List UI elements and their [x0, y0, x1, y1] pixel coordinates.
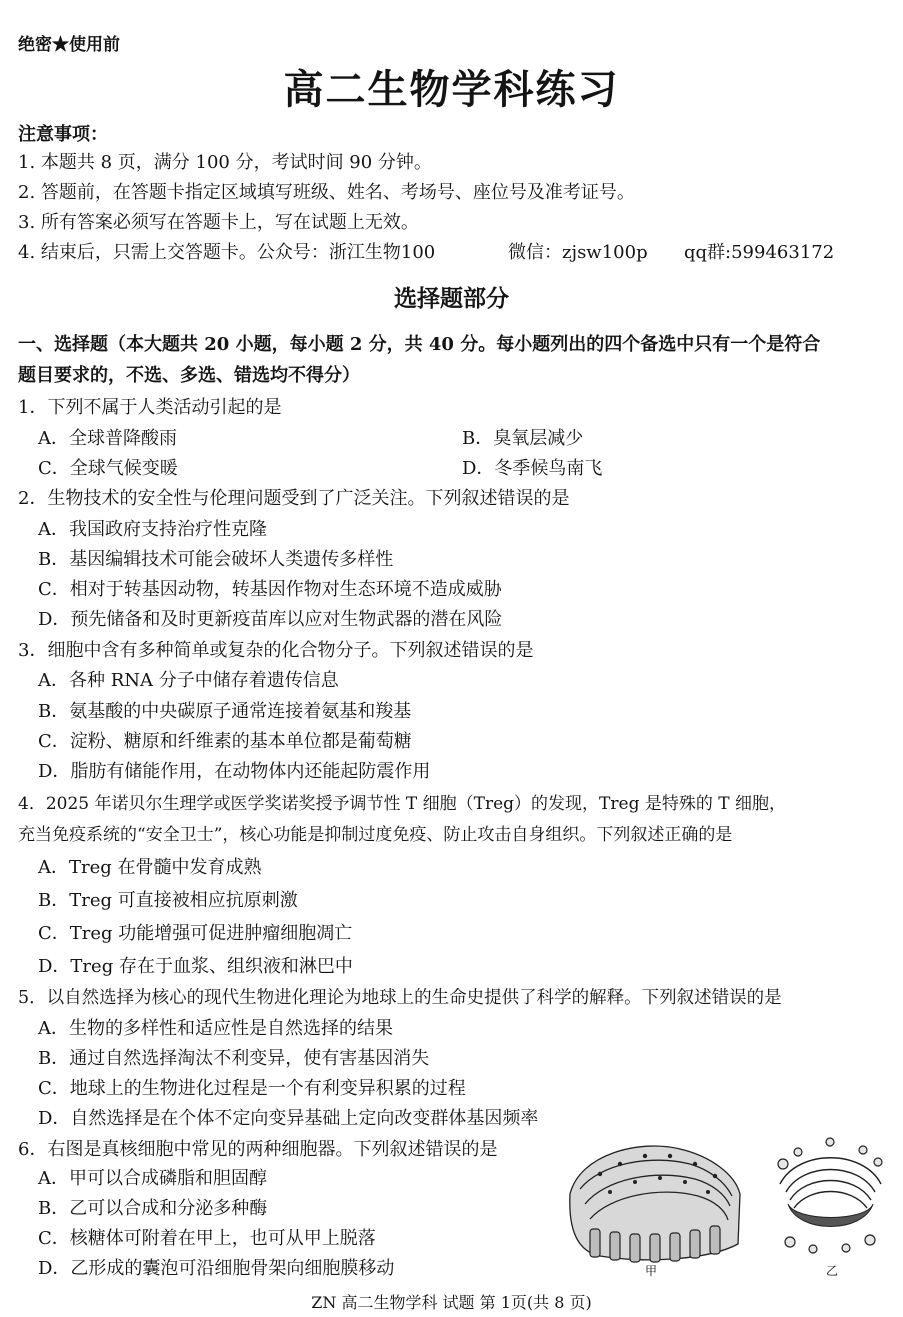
question-2-option-d: D．预先储备和及时更新疫苗库以应对生物武器的潜在风险: [38, 609, 503, 630]
section-title: 选择题部分: [394, 285, 509, 312]
question-1-option-a: A．全球普降酸雨: [38, 428, 177, 449]
question-3-option-b: B．氨基酸的中央碳原子通常连接着氨基和羧基: [38, 701, 412, 722]
notice-item-4: 4. 结束后，只需上交答题卡。公众号：浙江生物100: [18, 242, 436, 263]
question-6-option-c: C．核糖体可附着在甲上，也可从甲上脱落: [38, 1228, 376, 1249]
page-footer: ZN 高二生物学科 试题 第 1页(共 8 页): [311, 1293, 592, 1312]
golgi-figure: [768, 1134, 893, 1269]
question-4-option-b: B．Treg 可直接被相应抗原刺激: [38, 890, 298, 911]
question-4-stem-line2: 充当免疫系统的“安全卫士”，核心功能是抑制过度免疫、防止攻击自身组织。下列叙述正确的是: [18, 825, 733, 845]
page-title: 高二生物学科练习: [283, 66, 620, 113]
question-4-option-a: A．Treg 在骨髓中发育成熟: [38, 857, 262, 878]
question-1-option-c: C．全球气候变暖: [38, 458, 178, 479]
question-1-option-b: B．臭氧层减少: [462, 428, 584, 449]
question-3-option-c: C．淀粉、糖原和纤维素的基本单位都是葡萄糖: [38, 731, 412, 752]
question-3-option-a: A．各种 RNA 分子中储存着遗传信息: [38, 670, 339, 691]
question-1-stem: 1．下列不属于人类活动引起的是: [18, 397, 282, 418]
notice-item-1: 1. 本题共 8 页，满分 100 分，考试时间 90 分钟。: [18, 152, 432, 173]
question-5-stem: 5．以自然选择为核心的现代生物进化理论为地球上的生命史提供了科学的解释。下列叙述错误的是: [18, 988, 782, 1008]
question-5-option-c: C．地球上的生物进化过程是一个有利变异积累的过程: [38, 1078, 466, 1099]
question-2-option-a: A．我国政府支持治疗性克隆: [38, 519, 267, 540]
figure-label-jia: 甲: [645, 1264, 658, 1278]
question-4-option-d: D．Treg 存在于血浆、组织液和淋巴中: [38, 956, 353, 977]
secret-label: 绝密★使用前: [18, 35, 120, 55]
question-2-option-c: C．相对于转基因动物，转基因作物对生态环境不造成威胁: [38, 579, 502, 600]
figure-label-yi: 乙: [826, 1264, 839, 1278]
question-5-option-d: D．自然选择是在个体不定向变异基础上定向改变群体基因频率: [38, 1108, 539, 1129]
question-6-option-a: A．甲可以合成磷脂和胆固醇: [38, 1168, 267, 1189]
question-4-stem-line1: 4．2025 年诺贝尔生理学或医学奖诺奖授予调节性 T 细胞（Treg）的发现，Treg 是特殊的 T 细胞，: [18, 794, 786, 814]
question-1-option-d: D．冬季候鸟南飞: [462, 458, 603, 479]
question-6-option-b: B．乙可以合成和分泌多种酶: [38, 1198, 268, 1219]
er-figure: [560, 1134, 750, 1274]
section-instruction-line1: 一、选择题（本大题共 20 小题，每小题 2 分，共 40 分。每小题列出的四个备选中只有一个是符合: [18, 334, 821, 355]
notice-wechat: 微信：zjsw100p: [508, 242, 648, 263]
notice-item-3: 3. 所有答案必须写在答题卡上，写在试题上无效。: [18, 212, 419, 233]
question-6-stem: 6．右图是真核细胞中常见的两种细胞器。下列叙述错误的是: [18, 1139, 498, 1160]
notice-item-2: 2. 答题前，在答题卡指定区域填写班级、姓名、考场号、座位号及准考证号。: [18, 182, 635, 203]
question-2-stem: 2．生物技术的安全性与伦理问题受到了广泛关注。下列叙述错误的是: [18, 488, 570, 509]
question-3-stem: 3．细胞中含有多种简单或复杂的化合物分子。下列叙述错误的是: [18, 640, 534, 661]
question-6-option-d: D．乙形成的囊泡可沿细胞骨架向细胞膜移动: [38, 1258, 395, 1279]
notice-heading: 注意事项：: [18, 124, 108, 145]
notice-qq: qq群:599463172: [684, 242, 835, 263]
question-3-option-d: D．脂肪有储能作用，在动物体内还能起防震作用: [38, 761, 431, 782]
section-instruction-line2: 题目要求的，不选、多选、错选均不得分）: [18, 365, 360, 386]
question-2-option-b: B．基因编辑技术可能会破坏人类遗传多样性: [38, 549, 394, 570]
question-4-option-c: C．Treg 功能增强可促进肿瘤细胞凋亡: [38, 923, 353, 944]
question-5-option-b: B．通过自然选择淘汰不利变异，使有害基因消失: [38, 1048, 430, 1069]
question-5-option-a: A．生物的多样性和适应性是自然选择的结果: [38, 1018, 393, 1039]
